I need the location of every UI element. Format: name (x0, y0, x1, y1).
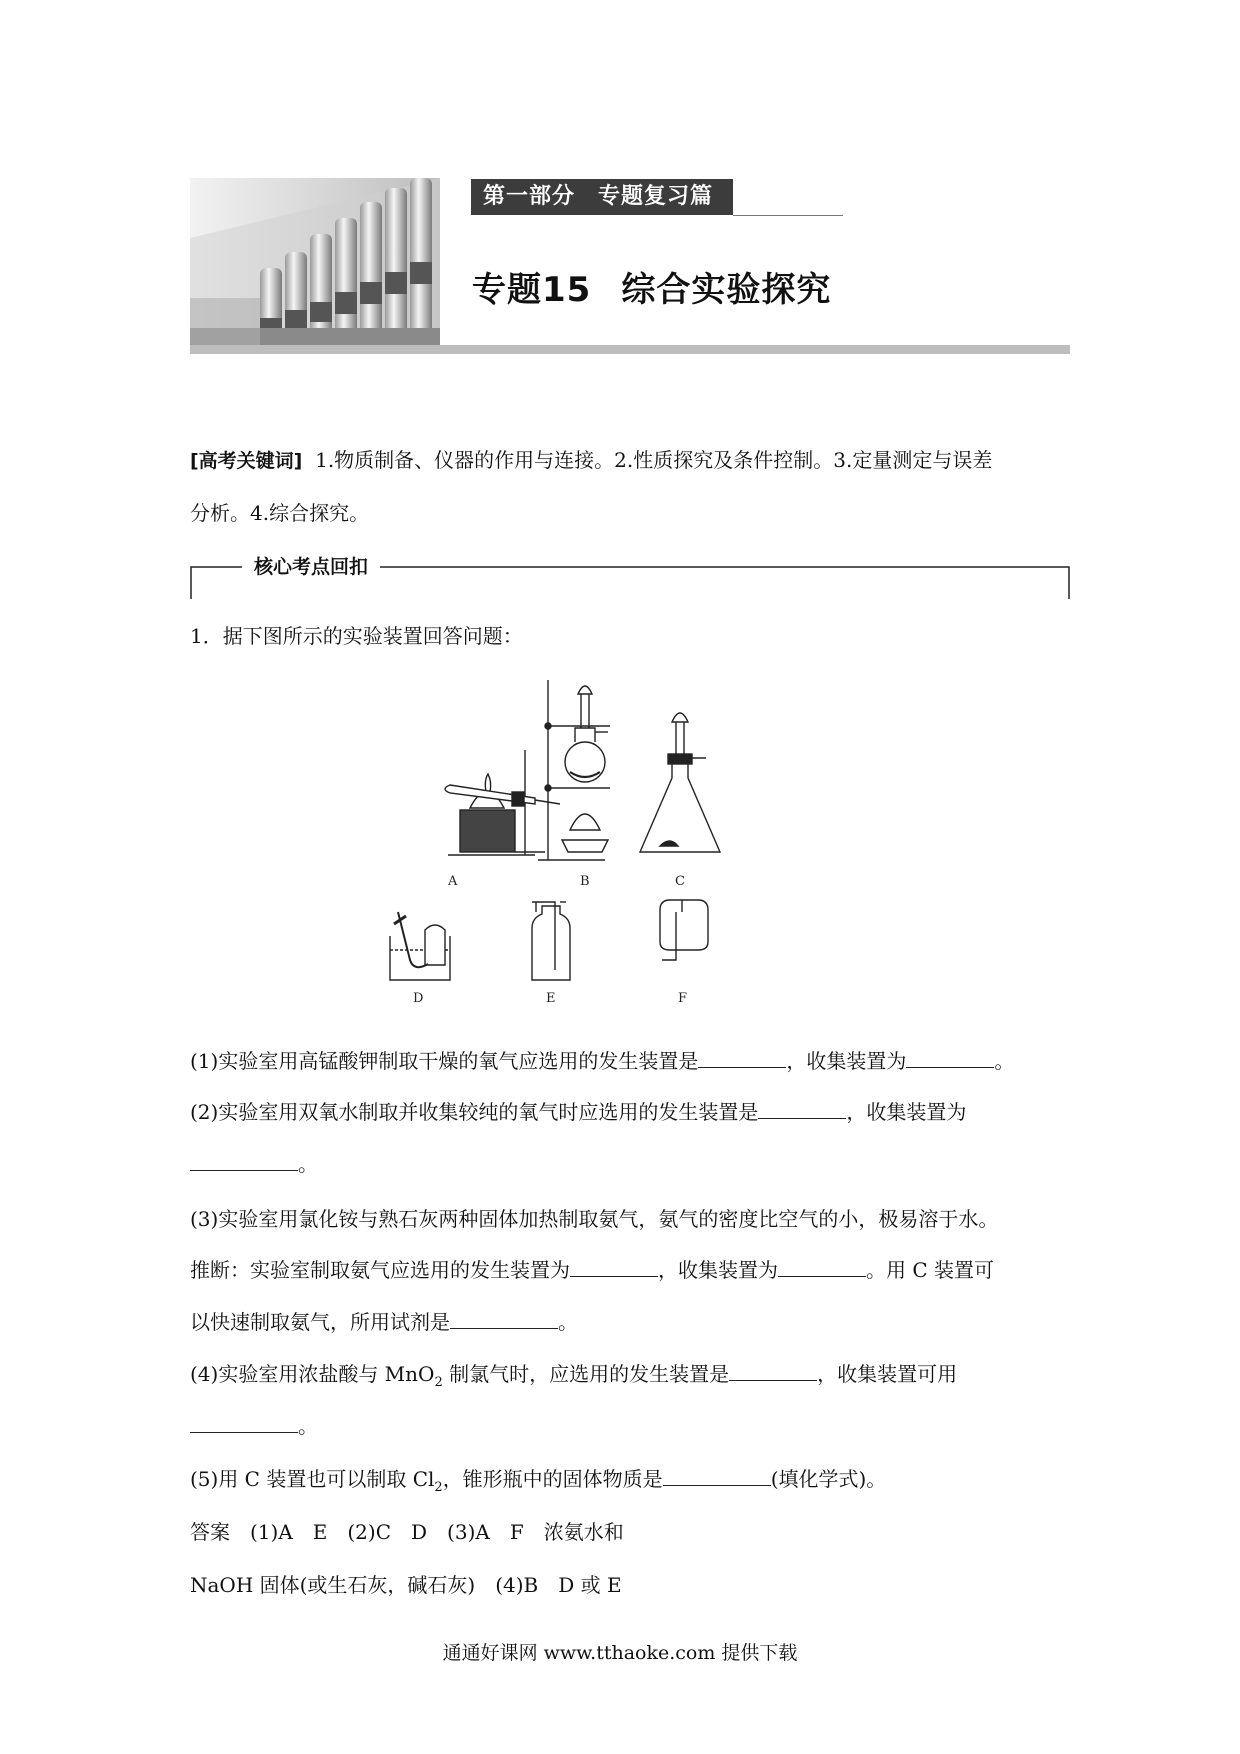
apparatus-d (390, 912, 450, 980)
q4-text-c: ，收集装置可用 (817, 1362, 958, 1386)
question-4-cont (190, 1412, 318, 1440)
answer-line-2: NaOH 固体(或生石灰，碱石灰) (4)B D 或 E (190, 1573, 622, 1597)
answer-blank[interactable] (190, 1150, 298, 1171)
question-2 (190, 1098, 966, 1126)
chapter-number: 专题15 (472, 270, 592, 310)
answer-blank[interactable] (190, 1412, 298, 1433)
question-stem: 1．据下图所示的实验装置回答问题： (190, 624, 523, 648)
question-3-line-2 (190, 1256, 994, 1284)
q5-subscript: 2 (434, 1480, 443, 1495)
question-5 (190, 1465, 886, 1502)
answer-blank[interactable] (729, 1360, 817, 1381)
label-a: A (448, 874, 458, 889)
answer-line-1: 答案 (1)A E (2)C D (3)A F 浓氨水和 (190, 1520, 624, 1544)
q4-text-b: 制氯气时，应选用的发生装置是 (442, 1362, 730, 1386)
q5-text-a: (5)用 C 装置也可以制取 Cl (190, 1467, 435, 1491)
q2-text-c: 。 (298, 1152, 318, 1176)
part-label: 第一部分 专题复习篇 (471, 179, 733, 215)
question-1 (190, 1047, 1014, 1075)
answer-blank[interactable] (698, 1047, 786, 1068)
q4-text-a: (4)实验室用浓盐酸与 MnO (190, 1362, 435, 1386)
apparatus-a (445, 750, 560, 855)
label-c: C (675, 874, 685, 889)
q1-text-c: 。 (994, 1049, 1015, 1073)
answer-blank[interactable] (778, 1256, 866, 1277)
section-title: 核心考点回扣 (242, 552, 380, 579)
answer-blank[interactable] (906, 1047, 994, 1068)
answer-blank[interactable] (450, 1308, 558, 1329)
answer-blank[interactable] (570, 1256, 658, 1277)
q4-text-d: 。 (298, 1414, 318, 1438)
q1-text-a: (1)实验室用高锰酸钾制取干燥的氧气应选用的发生装置是 (190, 1049, 699, 1073)
header-bar (190, 345, 1070, 354)
apparatus-c (640, 713, 720, 852)
question-3-line-1: (3)实验室用氯化铵与熟石灰两种固体加热制取氨气，氨气的密度比空气的小，极易溶于水。 (190, 1207, 999, 1231)
q4-subscript: 2 (434, 1375, 443, 1390)
chapter-title (472, 262, 831, 311)
q5-text-b: ，锥形瓶中的固体物质是 (442, 1467, 663, 1491)
question-2-cont (190, 1150, 318, 1178)
answer-blank[interactable] (758, 1098, 846, 1119)
apparatus-f (660, 900, 708, 960)
test-tubes-photo (190, 178, 440, 354)
label-f: F (678, 991, 688, 1006)
part-label-rule (733, 215, 843, 216)
footer-download-note: 通通好课网 www.tthaoke.com 提供下载 (442, 1642, 798, 1664)
keywords-text-1: 1.物质制备、仪器的作用与连接。2.性质探究及条件控制。3.定量测定与误差 (315, 448, 993, 472)
q3-text-a: 推断：实验室制取氨气应选用的发生装置为 (190, 1258, 570, 1282)
answer-blank[interactable] (663, 1465, 771, 1486)
q3-text-b: ，收集装置为 (658, 1258, 778, 1282)
q3-text-d: 以快速制取氨气，所用试剂是 (190, 1310, 450, 1334)
apparatus-figure (413, 680, 840, 1040)
keywords-line-1 (190, 446, 992, 475)
label-e: E (546, 991, 556, 1006)
question-4 (190, 1360, 957, 1397)
apparatus-b (538, 680, 610, 860)
chapter-name: 综合实验探究 (621, 270, 832, 310)
label-b: B (580, 874, 590, 889)
keywords-tag: [高考关键词] (190, 450, 303, 472)
q1-text-b: ，收集装置为 (786, 1049, 907, 1073)
q2-text-a: (2)实验室用双氧水制取并收集较纯的氧气时应选用的发生装置是 (190, 1100, 759, 1124)
keywords-line-2: 分析。4.综合探究。 (190, 501, 370, 525)
q3-text-e: 。 (558, 1310, 578, 1334)
q5-text-c: (填化学式)。 (770, 1467, 887, 1491)
label-d: D (413, 991, 424, 1006)
q3-text-c: 。用 C 装置可 (866, 1258, 995, 1282)
q2-text-b: ，收集装置为 (846, 1100, 967, 1124)
apparatus-e (532, 902, 570, 980)
question-3-line-3 (190, 1308, 578, 1336)
